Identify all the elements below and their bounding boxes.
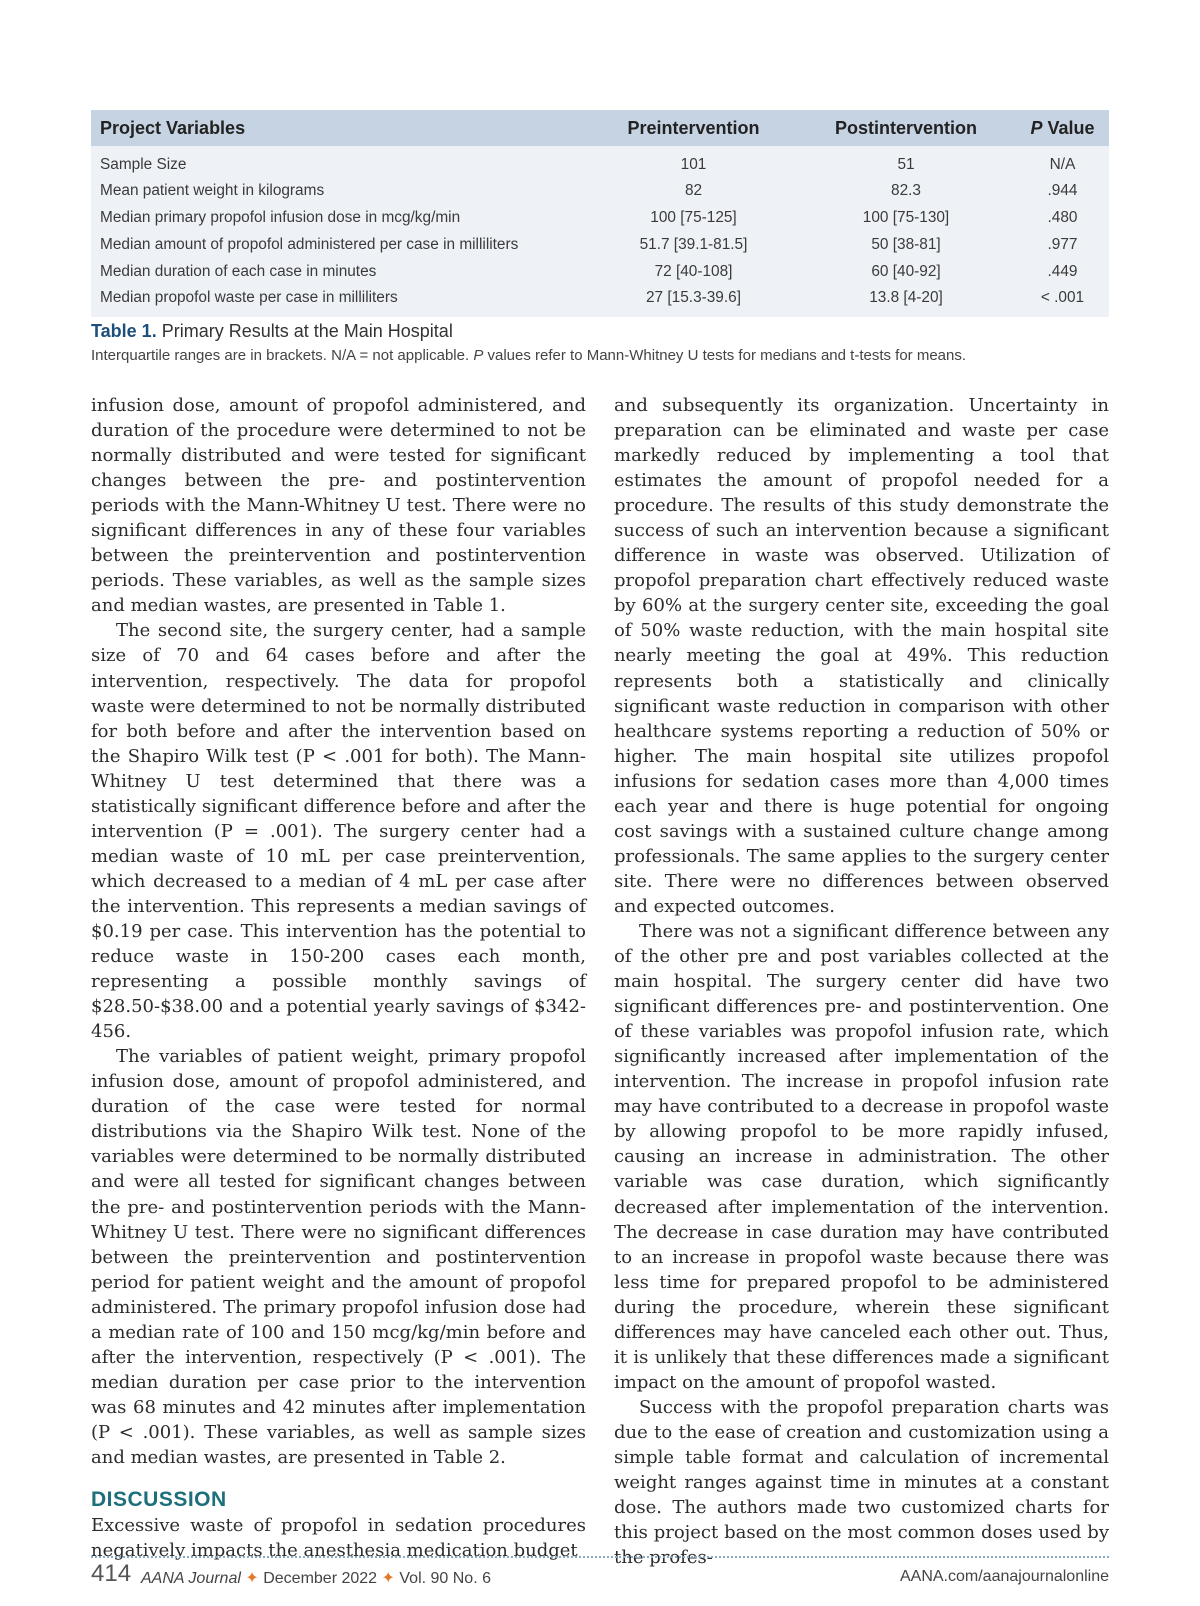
left-paragraph-2: The second site, the surgery center, had a sample size of 70 and 64 cases before and after the intervention, respectively. The data for propofol waste were determined to not be normally distributed for both before and after the intervention based on the Shapiro Wilk test (P < .001 for both). The Mann-Whitney U test determined that there was a statistically significant difference before and after the intervention (P = .001). The surgery center had a median waste of 10 mL per case preintervention, which decreased to a median of 4 mL per case after the intervention. This represents a median savings of $0.19 per case. This intervention has the potential to reduce waste in 150-200 cases each month, representing a possible monthly savings of $28.50-$38.00 and a potential yearly savings of $342-456. (91, 620, 586, 1043)
header-value-word: Value (1047, 117, 1095, 138)
row-post: 100 [75-130] (862, 209, 950, 227)
left-paragraph-1: infusion dose, amount of propofol administered, and duration of the procedure were determined to not be normally distributed and were tested for significant changes between the pre- and postintervention periods with the Mann-Whitney U test. There were no significant differences in any of these four variables between the preintervention and postintervention periods. These variables, as well as the sample sizes and median wastes, are presented in Table 1. (91, 395, 586, 617)
right-paragraph-1: and subsequently its organization. Uncertainty in preparation can be eliminated and waste per case markedly reduced by implementing a tool that estimates the amount of propofol needed for a procedure. The results of this study demonstrate the success of such an intervention because a significant difference in waste was observed. Utilization of propofol preparation chart effectively reduced waste by 60% at the surgery center site, exceeding the goal of 50% waste reduction, with the main hospital site nearly meeting the goal at 49%. This reduction represents both a statistically and clinically significant waste reduction in comparison with other healthcare systems reporting a reduction of 50% or higher. The main hospital site utilizes propofol infusions for sedation cases more than 4,000 times each year and there is huge potential for ongoing cost savings with a sustained culture change among professionals. The same applies to the surgery center site. There were no differences between observed and expected outcomes. (614, 395, 1109, 917)
row-pre: 27 [15.3-39.6] (646, 289, 741, 307)
table-header (91, 110, 1109, 146)
left-text-column (91, 393, 586, 1563)
left-paragraph-4: Excessive waste of propofol in sedation procedures negatively impacts the anesthesia medication budget (91, 1515, 586, 1562)
row-post: 13.8 [4-20] (869, 289, 943, 307)
page-number: 414 (91, 1560, 132, 1587)
row-p-value: .944 (1047, 182, 1078, 200)
row-post: 60 [40-92] (871, 262, 941, 280)
results-table-container (91, 110, 1109, 317)
caption-note-before: Interquartile ranges are in brackets. N/A = not applicable. (91, 347, 470, 364)
row-pre: 51.7 [39.1-81.5] (639, 235, 748, 253)
table-row (91, 285, 1109, 317)
table-row (91, 146, 1109, 178)
header-preintervention: Preintervention (627, 117, 760, 138)
row-p-value: .977 (1047, 235, 1078, 253)
caption-title: Primary Results at the Main Hospital (161, 321, 453, 341)
header-postintervention: Postintervention (834, 117, 977, 138)
journal-website-link[interactable]: AANA.com/aanajournalonline (899, 1568, 1109, 1585)
page-footer (91, 1560, 1109, 1594)
row-post: 82.3 (891, 182, 921, 200)
row-p-value: .480 (1047, 209, 1078, 227)
discussion-heading: DISCUSSION (91, 1488, 227, 1512)
journal-info (141, 1568, 491, 1588)
row-variable: Mean patient weight in kilograms (100, 182, 325, 200)
volume-info: Vol. 90 No. 6 (399, 1570, 491, 1587)
row-variable: Median duration of each case in minutes (100, 262, 377, 280)
right-paragraph-3: Success with the propofol preparation charts was due to the ease of creation and customization using a simple table format and calculation of incremental weight ranges against time in minutes at a constant dose. The authors made two customized charts for this project based on the most common doses used by the profes- (614, 1396, 1109, 1569)
row-pre: 100 [75-125] (650, 209, 737, 227)
row-pre: 82 (684, 182, 703, 200)
row-post: 51 (897, 156, 915, 173)
table-row (91, 178, 1109, 205)
caption-note-after: values refer to Mann-Whitney U tests for medians and t-tests for means. (487, 347, 967, 364)
table-body (91, 146, 1109, 317)
row-variable: Sample Size (100, 156, 187, 173)
caption-label: Table 1. (91, 321, 157, 341)
table-caption (91, 320, 1131, 365)
table-row (91, 205, 1109, 232)
caption-note (91, 347, 1131, 365)
row-variable: Median primary propofol infusion dose in mcg/kg/min (100, 209, 461, 227)
separator-icon: ✦ (245, 1570, 259, 1587)
row-variable: Median propofol waste per case in milliliters (100, 289, 398, 307)
journal-name: AANA Journal (141, 1570, 241, 1587)
row-variable: Median amount of propofol administered per case in milliliters (100, 235, 519, 253)
row-p-value: < .001 (1040, 289, 1085, 307)
row-pre: 101 (680, 156, 707, 173)
table-row (91, 258, 1109, 285)
row-p-value: N/A (1049, 156, 1076, 173)
table-row (91, 232, 1109, 259)
row-pre: 72 [40-108] (654, 262, 733, 280)
right-paragraph-2: There was not a significant difference between any of the other pre and post variables collected at the main hospital. The surgery center did have two significant differences pre- and postintervention. One of these variables was propofol infusion rate, which significantly increased after implementation of the intervention. The increase in propofol infusion rate may have contributed to a decrease in propofol waste by allowing propofol to be more rapidly infused, causing an increase in administration. The other variable was case duration, which significantly decreased after implementation of the intervention. The decrease in case duration may have contributed to an increase in propofol waste because there was less time for prepared propofol to be administered during the procedure, wherein these significant differences may have canceled each other out. Thus, it is unlikely that these differences made a significant impact on the amount of propofol wasted. (614, 920, 1109, 1393)
header-p-letter: P (1030, 117, 1043, 138)
row-p-value: .449 (1047, 262, 1078, 280)
footer-divider (91, 1556, 1109, 1558)
caption-note-p: P (473, 347, 484, 364)
header-p-value (1016, 110, 1109, 146)
right-text-column (614, 393, 1109, 1570)
header-project-variables: Project Variables (100, 117, 246, 138)
separator-icon: ✦ (381, 1570, 395, 1587)
left-paragraph-3: The variables of patient weight, primary propofol infusion dose, amount of propofol administered, and duration of the case were tested for normal distributions via the Shapiro Wilk test. None of the variables were determined to be normally distributed and were all tested for significant changes between the pre- and postintervention periods with the Mann-Whitney U test. There were no significant differences between the preintervention and postintervention period for patient weight and the amount of propofol administered. The primary propofol infusion dose had a median rate of 100 and 150 mcg/kg/min before and after the intervention, respectively (P < .001). The median duration per case prior to the intervention was 68 minutes and 42 minutes after implementation (P < .001). These variables, as well as sample sizes and median wastes, are presented in Table 2. (91, 1046, 586, 1468)
caption-title-line (91, 320, 1131, 342)
results-table (91, 110, 1109, 317)
issue-date: December 2022 (263, 1570, 378, 1587)
row-post: 50 [38-81] (871, 235, 941, 253)
